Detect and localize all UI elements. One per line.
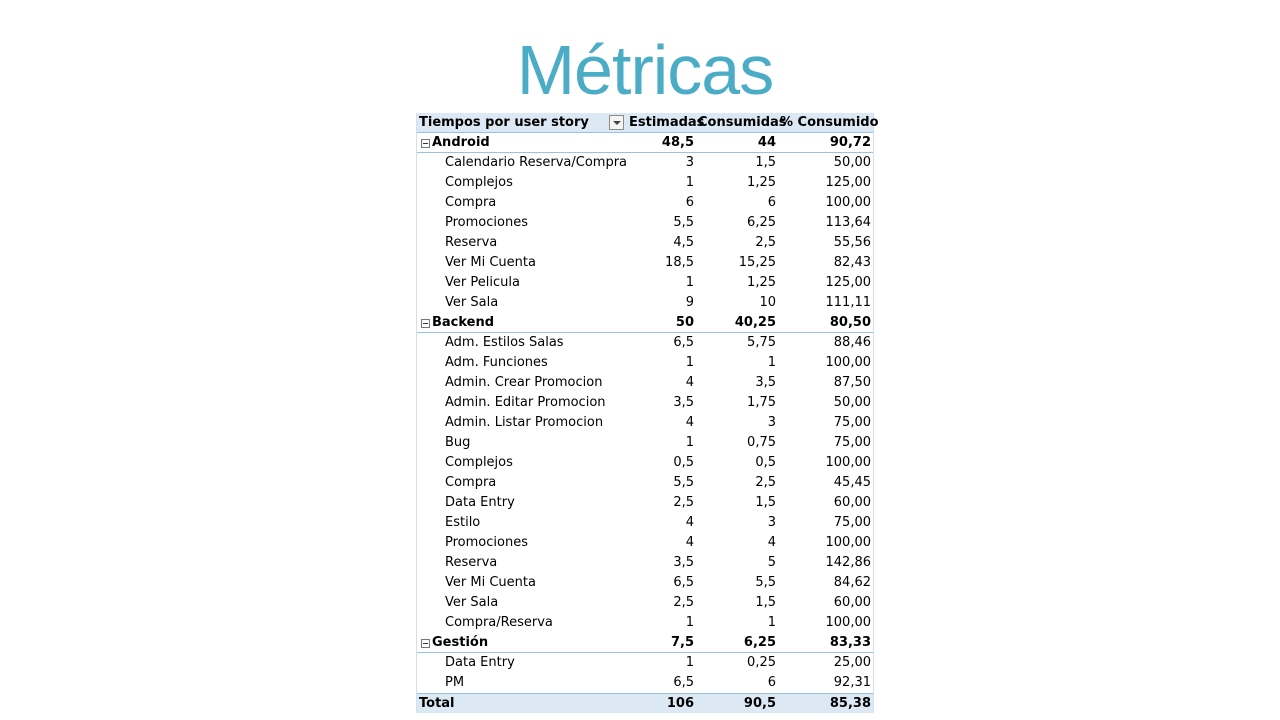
item-consumidas: 5,5: [755, 575, 776, 590]
item-consumidas: 1,25: [747, 175, 776, 190]
item-estimadas: 3,5: [673, 395, 694, 410]
item-label: Compra: [445, 475, 497, 490]
group-estimadas: 48,5: [661, 135, 694, 150]
item-pct: 125,00: [825, 275, 871, 290]
item-pct: 100,00: [825, 355, 871, 370]
item-estimadas: 4: [685, 375, 694, 390]
item-consumidas: 10: [759, 295, 776, 310]
table-row: [417, 513, 873, 533]
table-row: [417, 293, 873, 313]
table-row: [417, 653, 873, 673]
item-pct: 92,31: [833, 675, 871, 690]
group-row[interactable]: [417, 313, 873, 333]
total-estimadas: 106: [666, 696, 694, 711]
item-label: Ver Sala: [445, 595, 499, 610]
total-consumidas: 90,5: [743, 696, 776, 711]
item-pct: 88,46: [833, 335, 871, 350]
item-estimadas: 1: [685, 275, 694, 290]
table-row: [417, 393, 873, 413]
item-label: Admin. Crear Promocion: [445, 375, 603, 390]
item-label: Complejos: [445, 455, 513, 470]
item-pct: 50,00: [833, 395, 871, 410]
group-pct: 83,33: [829, 635, 871, 650]
table-row: [417, 233, 873, 253]
item-consumidas: 6,25: [747, 215, 776, 230]
item-label: Ver Sala: [445, 295, 499, 310]
table-row: [417, 553, 873, 573]
item-consumidas: 1,5: [755, 595, 776, 610]
item-pct: 45,45: [833, 475, 871, 490]
table-row: [417, 193, 873, 213]
item-consumidas: 3: [767, 415, 776, 430]
item-consumidas: 1,25: [747, 275, 776, 290]
filter-dropdown-icon[interactable]: [609, 115, 624, 130]
item-label: Admin. Editar Promocion: [445, 395, 606, 410]
item-label: Data Entry: [445, 655, 515, 670]
item-consumidas: 2,5: [755, 235, 776, 250]
item-consumidas: 6: [767, 675, 776, 690]
item-estimadas: 9: [685, 295, 694, 310]
item-pct: 50,00: [833, 155, 871, 170]
item-estimadas: 6,5: [673, 675, 694, 690]
group-consumidas: 44: [757, 135, 776, 150]
item-estimadas: 5,5: [673, 215, 694, 230]
item-estimadas: 5,5: [673, 475, 694, 490]
total-label: Total: [419, 696, 455, 711]
item-label: Compra/Reserva: [445, 615, 553, 630]
item-pct: 75,00: [833, 435, 871, 450]
table-row: [417, 153, 873, 173]
item-consumidas: 1,75: [747, 395, 776, 410]
item-label: Promociones: [445, 215, 528, 230]
table-row: [417, 173, 873, 193]
item-estimadas: 2,5: [673, 495, 694, 510]
item-pct: 84,62: [833, 575, 871, 590]
item-consumidas: 15,25: [738, 255, 776, 270]
item-estimadas: 4: [685, 535, 694, 550]
item-label: Admin. Listar Promocion: [445, 415, 604, 430]
item-pct: 125,00: [825, 175, 871, 190]
collapse-icon[interactable]: [421, 139, 430, 148]
item-estimadas: 1: [685, 615, 694, 630]
collapse-icon[interactable]: [421, 319, 430, 328]
header-consumidas: Consumidas: [698, 115, 787, 130]
table-row: [417, 433, 873, 453]
item-label: Ver Pelicula: [445, 275, 520, 290]
total-row: [417, 693, 873, 713]
total-pct: 85,38: [829, 696, 871, 711]
group-estimadas: 50: [675, 315, 694, 330]
item-consumidas: 0,75: [747, 435, 776, 450]
item-estimadas: 2,5: [673, 595, 694, 610]
item-consumidas: 6: [767, 195, 776, 210]
table-row: [417, 533, 873, 553]
item-label: Estilo: [445, 515, 481, 530]
item-label: Data Entry: [445, 495, 515, 510]
item-pct: 100,00: [825, 615, 871, 630]
item-consumidas: 1: [767, 355, 776, 370]
item-consumidas: 5,75: [747, 335, 776, 350]
table-row: [417, 213, 873, 233]
item-estimadas: 6,5: [673, 335, 694, 350]
item-label: Adm. Funciones: [445, 355, 548, 370]
table-row: [417, 473, 873, 493]
item-estimadas: 6: [685, 195, 694, 210]
item-pct: 25,00: [833, 655, 871, 670]
header-pct-consumido: % Consumido: [780, 115, 879, 130]
group-pct: 90,72: [829, 135, 871, 150]
item-estimadas: 1: [685, 435, 694, 450]
item-estimadas: 4: [685, 415, 694, 430]
slide-title: Métricas: [516, 31, 774, 109]
pivot-table: [416, 113, 879, 713]
table-row: [417, 253, 873, 273]
item-pct: 82,43: [833, 255, 871, 270]
group-row[interactable]: [417, 633, 873, 653]
table-row: [417, 353, 873, 373]
table-row: [417, 273, 873, 293]
item-consumidas: 3,5: [755, 375, 776, 390]
table-row: [417, 333, 873, 353]
group-label: Gestión: [432, 635, 489, 650]
item-consumidas: 3: [767, 515, 776, 530]
item-consumidas: 1: [767, 615, 776, 630]
item-consumidas: 1,5: [755, 155, 776, 170]
item-label: Bug: [445, 435, 471, 450]
item-label: Promociones: [445, 535, 528, 550]
item-estimadas: 1: [685, 355, 694, 370]
table-row: [417, 673, 873, 693]
pivot-header-row: [417, 113, 879, 133]
row-labels-header: Tiempos por user story: [419, 115, 589, 130]
item-pct: 113,64: [825, 215, 871, 230]
pivot-body: [417, 133, 873, 693]
group-label: Backend: [432, 315, 495, 330]
item-pct: 100,00: [825, 455, 871, 470]
item-consumidas: 1,5: [755, 495, 776, 510]
item-estimadas: 4,5: [673, 235, 694, 250]
item-consumidas: 0,5: [755, 455, 776, 470]
item-consumidas: 0,25: [747, 655, 776, 670]
item-label: Reserva: [445, 235, 498, 250]
item-label: PM: [445, 675, 465, 690]
item-pct: 75,00: [833, 415, 871, 430]
item-label: Complejos: [445, 175, 513, 190]
table-row: [417, 453, 873, 473]
item-estimadas: 1: [685, 655, 694, 670]
item-pct: 75,00: [833, 515, 871, 530]
table-row: [417, 573, 873, 593]
item-estimadas: 18,5: [665, 255, 694, 270]
group-pct: 80,50: [829, 315, 871, 330]
item-pct: 100,00: [825, 195, 871, 210]
item-label: Ver Mi Cuenta: [445, 575, 536, 590]
item-estimadas: 4: [685, 515, 694, 530]
header-estimadas: Estimadas: [629, 115, 705, 130]
item-label: Reserva: [445, 555, 498, 570]
item-estimadas: 3: [685, 155, 694, 170]
group-consumidas: 6,25: [743, 635, 776, 650]
table-row: [417, 413, 873, 433]
item-pct: 60,00: [833, 595, 871, 610]
item-estimadas: 6,5: [673, 575, 694, 590]
group-label: Android: [432, 135, 490, 150]
item-estimadas: 1: [685, 175, 694, 190]
item-label: Compra: [445, 195, 497, 210]
item-consumidas: 5: [767, 555, 776, 570]
item-pct: 111,11: [825, 295, 871, 310]
item-estimadas: 3,5: [673, 555, 694, 570]
item-pct: 142,86: [825, 555, 871, 570]
table-row: [417, 613, 873, 633]
item-pct: 87,50: [833, 375, 871, 390]
item-label: Adm. Estilos Salas: [445, 335, 564, 350]
group-consumidas: 40,25: [734, 315, 776, 330]
group-estimadas: 7,5: [670, 635, 694, 650]
item-consumidas: 4: [767, 535, 776, 550]
collapse-icon[interactable]: [421, 639, 430, 648]
item-pct: 55,56: [833, 235, 871, 250]
item-consumidas: 2,5: [755, 475, 776, 490]
item-pct: 60,00: [833, 495, 871, 510]
item-pct: 100,00: [825, 535, 871, 550]
item-label: Ver Mi Cuenta: [445, 255, 536, 270]
table-row: [417, 493, 873, 513]
item-estimadas: 0,5: [673, 455, 694, 470]
group-row[interactable]: [417, 133, 873, 153]
table-row: [417, 593, 873, 613]
item-label: Calendario Reserva/Compra: [445, 155, 628, 170]
table-row: [417, 373, 873, 393]
